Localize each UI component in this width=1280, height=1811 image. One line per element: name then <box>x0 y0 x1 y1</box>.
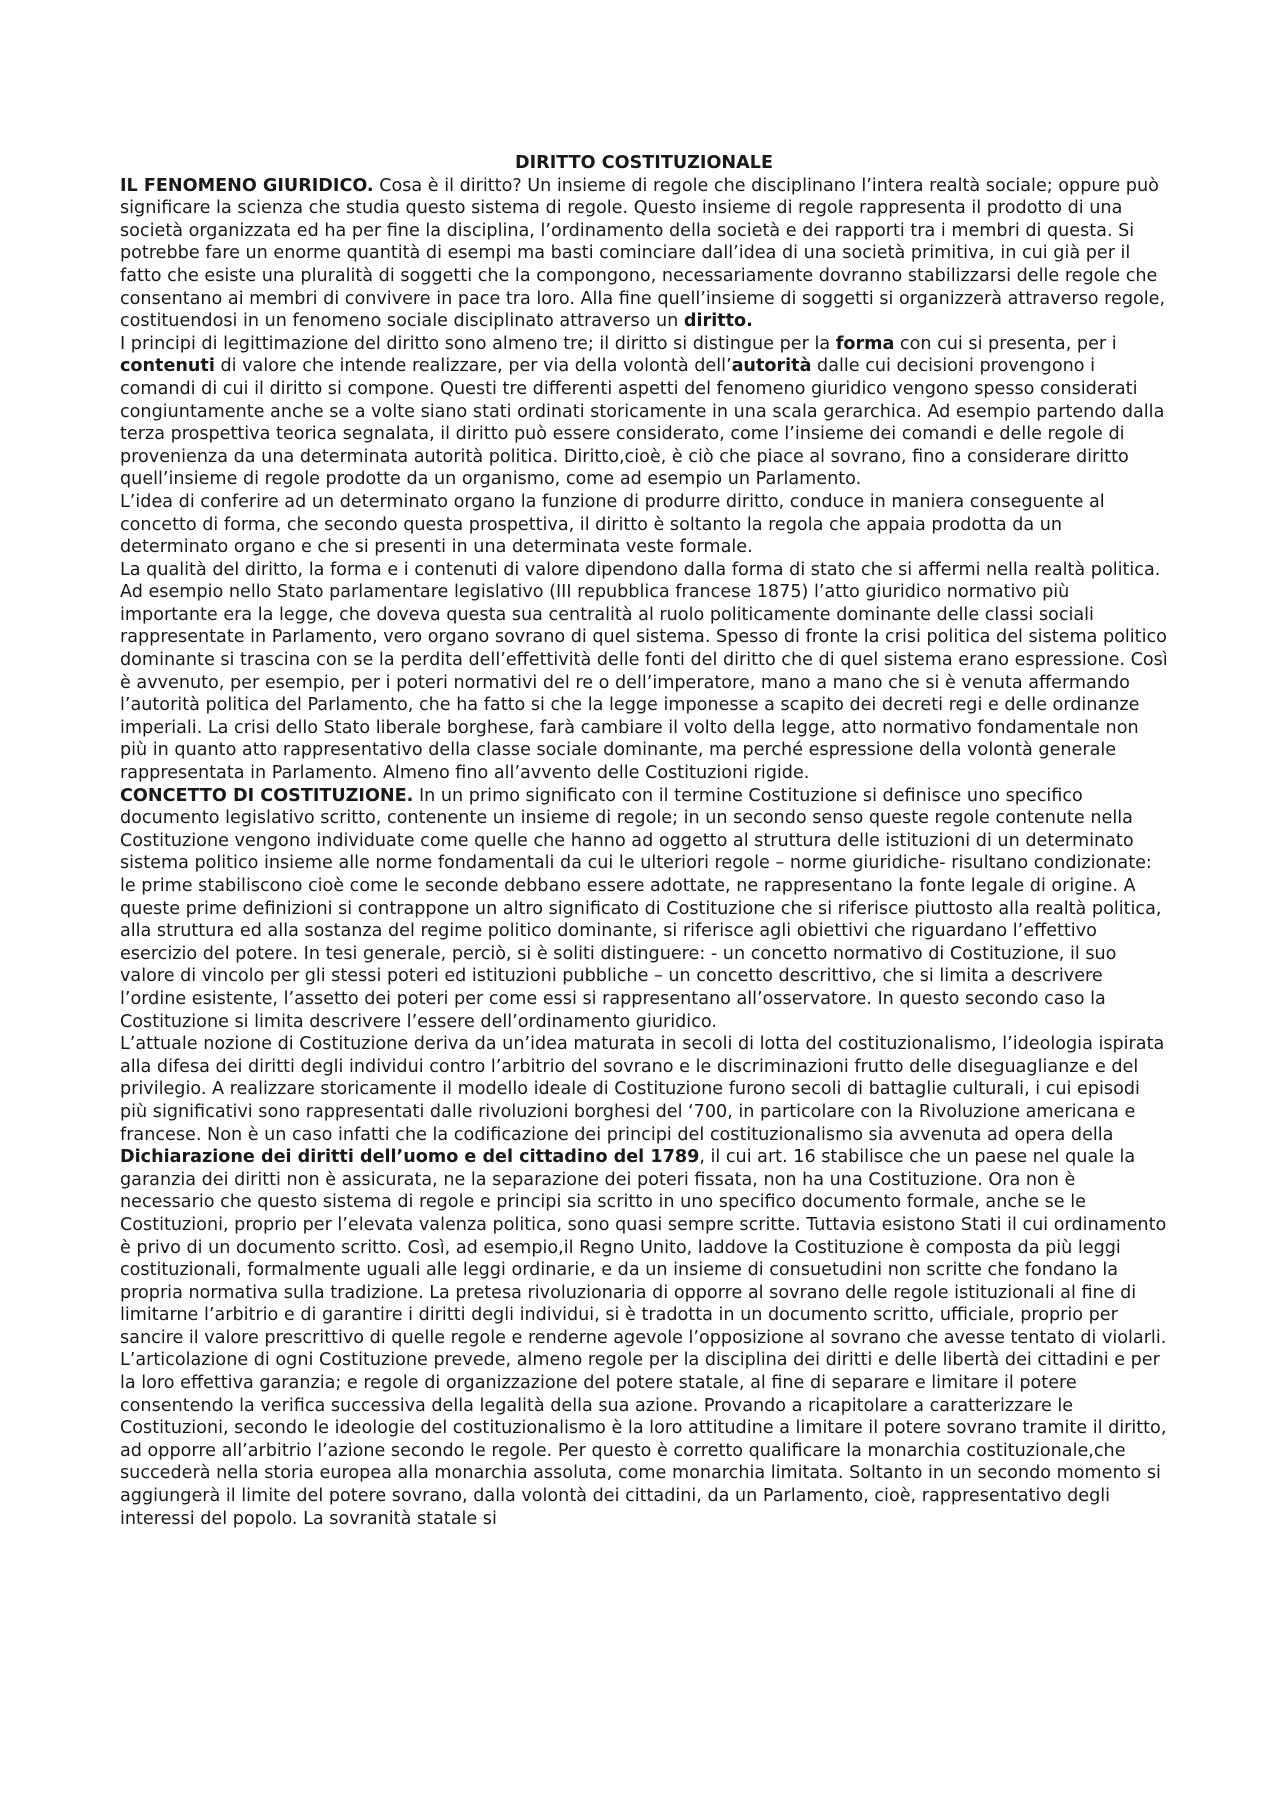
paragraph-qualita-diritto <box>120 559 1168 785</box>
paragraph-attuale-nozione <box>120 1033 1168 1530</box>
section-heading: CONCETTO DI COSTITUZIONE. <box>120 785 414 806</box>
document-title: DIRITTO COSTITUZIONALE <box>515 153 773 173</box>
paragraph-text: L’attuale nozione di Costituzione deriva da un’idea maturata in secoli di lotta del costituzionalismo, l’ideologia ispirata alla difesa dei diritti degli individui contro l’arbitrio del sovrano e le discriminazioni frutto delle diseguaglianze e del privilegio. A realizzare storicamente il modello ideale di Costituzione furono secoli di battaglie culturali, i cui episodi più significativi sono rappresentati dalle rivoluzioni borghesi del ‘700, in particolare con la Rivoluzione americana e francese. Non è un caso infatti che la codificazione dei principi del costituzionalismo sia avvenuta ad opera della <box>120 1034 1165 1145</box>
paragraph-text: L’idea di conferire ad un determinato organo la funzione di produrre diritto, conduce in maniera conseguente al concetto di forma, che secondo questa prospettiva, il diritto è soltanto la regola che appaia prodotta da un determinato organo e che si presenti in una determinata veste formale. <box>120 491 1105 558</box>
bold-term: diritto. <box>683 311 753 332</box>
document-page <box>120 152 1168 1530</box>
bold-term-contenuti: contenuti <box>120 356 215 377</box>
paragraph-text: dalle cui decisioni provengono i comandi di cui il diritto si compone. Questi tre differenti aspetti del fenomeno giuridico vengono spesso considerati congiuntamente anche se a volte siano stati ordinati storicamente in una scala gerarchica. Ad esempio partendo dalla terza prospettiva teorica segnalata, il diritto può essere considerato, come l’insieme dei comandi e delle regole di provenienza da una determinata autorità politica. Diritto,cioè, è ciò che piace al sovrano, fino a considerare diritto quell’insieme di regole prodotte da un organismo, come ad esempio un Parlamento. <box>120 356 1165 490</box>
paragraph-text: In un primo significato con il termine Costituzione si definisce uno specifico documento legislativo scritto, contenente un insieme di regole; in un secondo senso queste regole contenute nella Costituzione vengono individuate come quelle che hanno ad oggetto al struttura delle istituzioni di un determinato sistema politico insieme alle norme fondamentali da cui le ulteriori regole – norme giuridiche- risultano condizionate: le prime stabiliscono cioè come le seconde debbano essere adottate, ne rappresentano la fonte legale di origine. A queste prime definizioni si contrappone un altro significato di Costituzione che si riferisce piuttosto alla realtà politica, alla struttura ed alla sostanza del regime politico dominante, si riferisce agli obiettivi che riguardano l’effettivo esercizio del potere. In tesi generale, perciò, si è soliti distinguere: - un concetto normativo di Costituzione, il suo valore di vincolo per gli stessi poteri ed istituzioni pubbliche – un concetto descrittivo, che si limita a descrivere l’ordine esistente, l’assetto dei poteri per come essi si rappresentano all’osservatore. In questo secondo caso la Costituzione si limita descrivere l’essere dell’ordinamento giuridico. <box>120 785 1162 1032</box>
paragraph-concetto-costituzione <box>120 785 1168 1034</box>
paragraph-principi <box>120 333 1168 491</box>
section-heading: IL FENOMENO GIURIDICO. <box>120 175 374 196</box>
paragraph-idea-conferire <box>120 491 1168 559</box>
paragraph-text: con cui si presenta, per i <box>894 333 1117 354</box>
paragraph-text: La qualità del diritto, la forma e i contenuti di valore dipendono dalla forma di stato che si affermi nella realtà politica. Ad esempio nello Stato parlamentare legislativo (III repubblica francese 1875) l’atto giuridico normativo più importante era la legge, che doveva questa sua centralità al ruolo politicamente dominante delle classi sociali rappresentate in Parlamento, vero organo sovrano di quel sistema. Spesso di fronte la crisi politica del sistema politico dominante si trascina con se la perdita dell’effettività delle fonti del diritto che di quel sistema erano espressione. Così è avvenuto, per esempio, per i poteri normativi del re o dell’imperatore, mano a mano che si è venuta affermando l’autorità politica del Parlamento, che ha fatto si che la legge imponesse a scapito dei decreti regi e delle ordinanze imperiali. La crisi dello Stato liberale borghese, farà cambiare il volto della legge, atto normativo fondamentale non più in quanto atto rappresentativo della classe sociale dominante, ma perché espressione della volontà generale rappresentata in Parlamento. Almeno fino all’avvento delle Costituzioni rigide. <box>120 559 1168 784</box>
paragraph-text: I principi di legittimazione del diritto sono almeno tre; il diritto si distingue per la <box>120 333 836 354</box>
bold-term-dichiarazione: Dichiarazione dei diritti dell’uomo e del cittadino del 1789 <box>120 1147 700 1168</box>
paragraph-text: Cosa è il diritto? Un insieme di regole che disciplinano l’intera realtà sociale; oppure può significare la scienza che studia questo sistema di regole. Questo insieme di regole rappresenta il prodotto di una società organizzata ed ha per fine la disciplina, l’ordinamento della società e dei rapporti tra i membri di questa. Si potrebbe fare un enorme quantità di esempi ma basti cominciare dall’idea di una società primitiva, in cui già per il fatto che esiste una pluralità di soggetti che la compongono, necessariamente dovranno stabilizzarsi delle regole che consentano ai membri di convivere in pace tra loro. Alla fine quell’insieme di soggetti si organizzerà attraverso regole, costituendosi in un fenomeno sociale disciplinato attraverso un <box>120 175 1166 332</box>
paragraph-text: , il cui art. 16 stabilisce che un paese nel quale la garanzia dei diritti non è assicurata, ne la separazione dei poteri fissata, non ha una Costituzione. Ora non è necessario che questo sistema di regole e principi sia scritto in uno specifico documento formale, anche se le Costituzioni, proprio per l’elevata valenza politica, sono quasi sempre scritte. Tuttavia esistono Stati il cui ordinamento è privo di un documento scritto. Così, ad esempio,il Regno Unito, laddove la Costituzione è composta da più leggi costituzionali, formalmente uguali alle leggi ordinarie, e da un insieme di consuetudini non scritte che fondano la propria normativa sulla tradizione. La pretesa rivoluzionaria di opporre al sovrano delle regole istituzionali al fine di limitarne l’arbitrio e di garantire i diritti degli individui, si è tradotta in un documento scritto, ufficiale, proprio per sancire il valore prescrittivo di quelle regole e renderne agevole l’opposizione al sovrano che avesse tentato di violarli. L’articolazione di ogni Costituzione prevede, almeno regole per la disciplina dei diritti e delle libertà dei cittadini e per la loro effettiva garanzia; e regole di organizzazione del potere statale, al fine di separare e limitare il potere consentendo la verifica successiva della legalità della sua azione. Provando a ricapitolare a caratterizzare le Costituzioni, secondo le ideologie del costituzionalismo è la loro attitudine a limitare il potere sovrano tramite il diritto, ad opporre all’arbitrio l’azione secondo le regole. Per questo è corretto qualificare la monarchia costituzionale,che succederà nella storia europea alla monarchia assoluta, come monarchia limitata. Soltanto in un secondo momento si aggiungerà il limite del potere sovrano, dalla volontà dei cittadini, da un Parlamento, cioè, rappresentativo degli interessi del popolo. La sovranità statale si <box>120 1147 1167 1529</box>
paragraph-fenomeno-giuridico <box>120 175 1168 333</box>
paragraph-text: di valore che intende realizzare, per via della volontà dell’ <box>214 356 732 377</box>
bold-term-forma: forma <box>835 333 895 354</box>
bold-term-autorita: autorità <box>731 356 812 377</box>
